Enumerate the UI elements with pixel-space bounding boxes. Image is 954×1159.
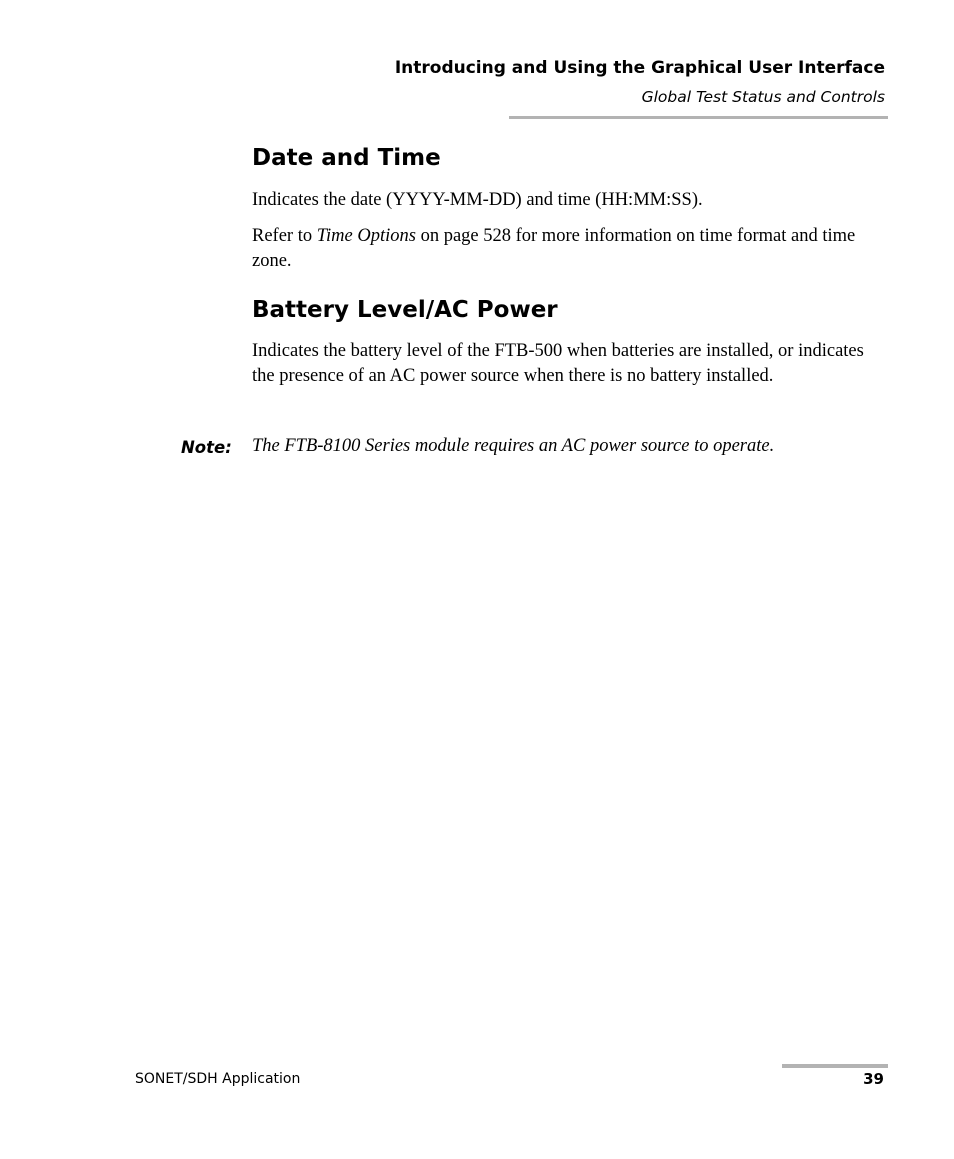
section-heading-battery: Battery Level/AC Power xyxy=(252,297,558,323)
footer-divider xyxy=(782,1064,888,1068)
note-text: The FTB-8100 Series module requires an AC power source to operate. xyxy=(252,436,775,456)
footer-document-name: SONET/SDH Application xyxy=(135,1071,301,1087)
running-header-subtitle: Global Test Status and Controls xyxy=(641,88,885,106)
header-divider xyxy=(509,116,888,119)
section-heading-date-time: Date and Time xyxy=(252,145,441,171)
running-header-title: Introducing and Using the Graphical User Interface xyxy=(394,58,885,78)
cross-reference-time-options: Time Options xyxy=(316,226,416,246)
page-number: 39 xyxy=(863,1070,884,1088)
date-time-description: Indicates the date (YYYY-MM-DD) and time (HH:MM:SS). xyxy=(252,190,703,210)
reference-prefix: Refer to xyxy=(252,226,317,246)
reference-suffix: on page 528 for more information on time format and time zone. xyxy=(252,226,856,271)
note-label: Note: xyxy=(181,438,232,457)
date-time-reference xyxy=(252,224,877,274)
battery-description: Indicates the battery level of the FTB-500 when batteries are installed, or indicates the presence of an AC power source when there is no battery installed. xyxy=(252,341,864,386)
